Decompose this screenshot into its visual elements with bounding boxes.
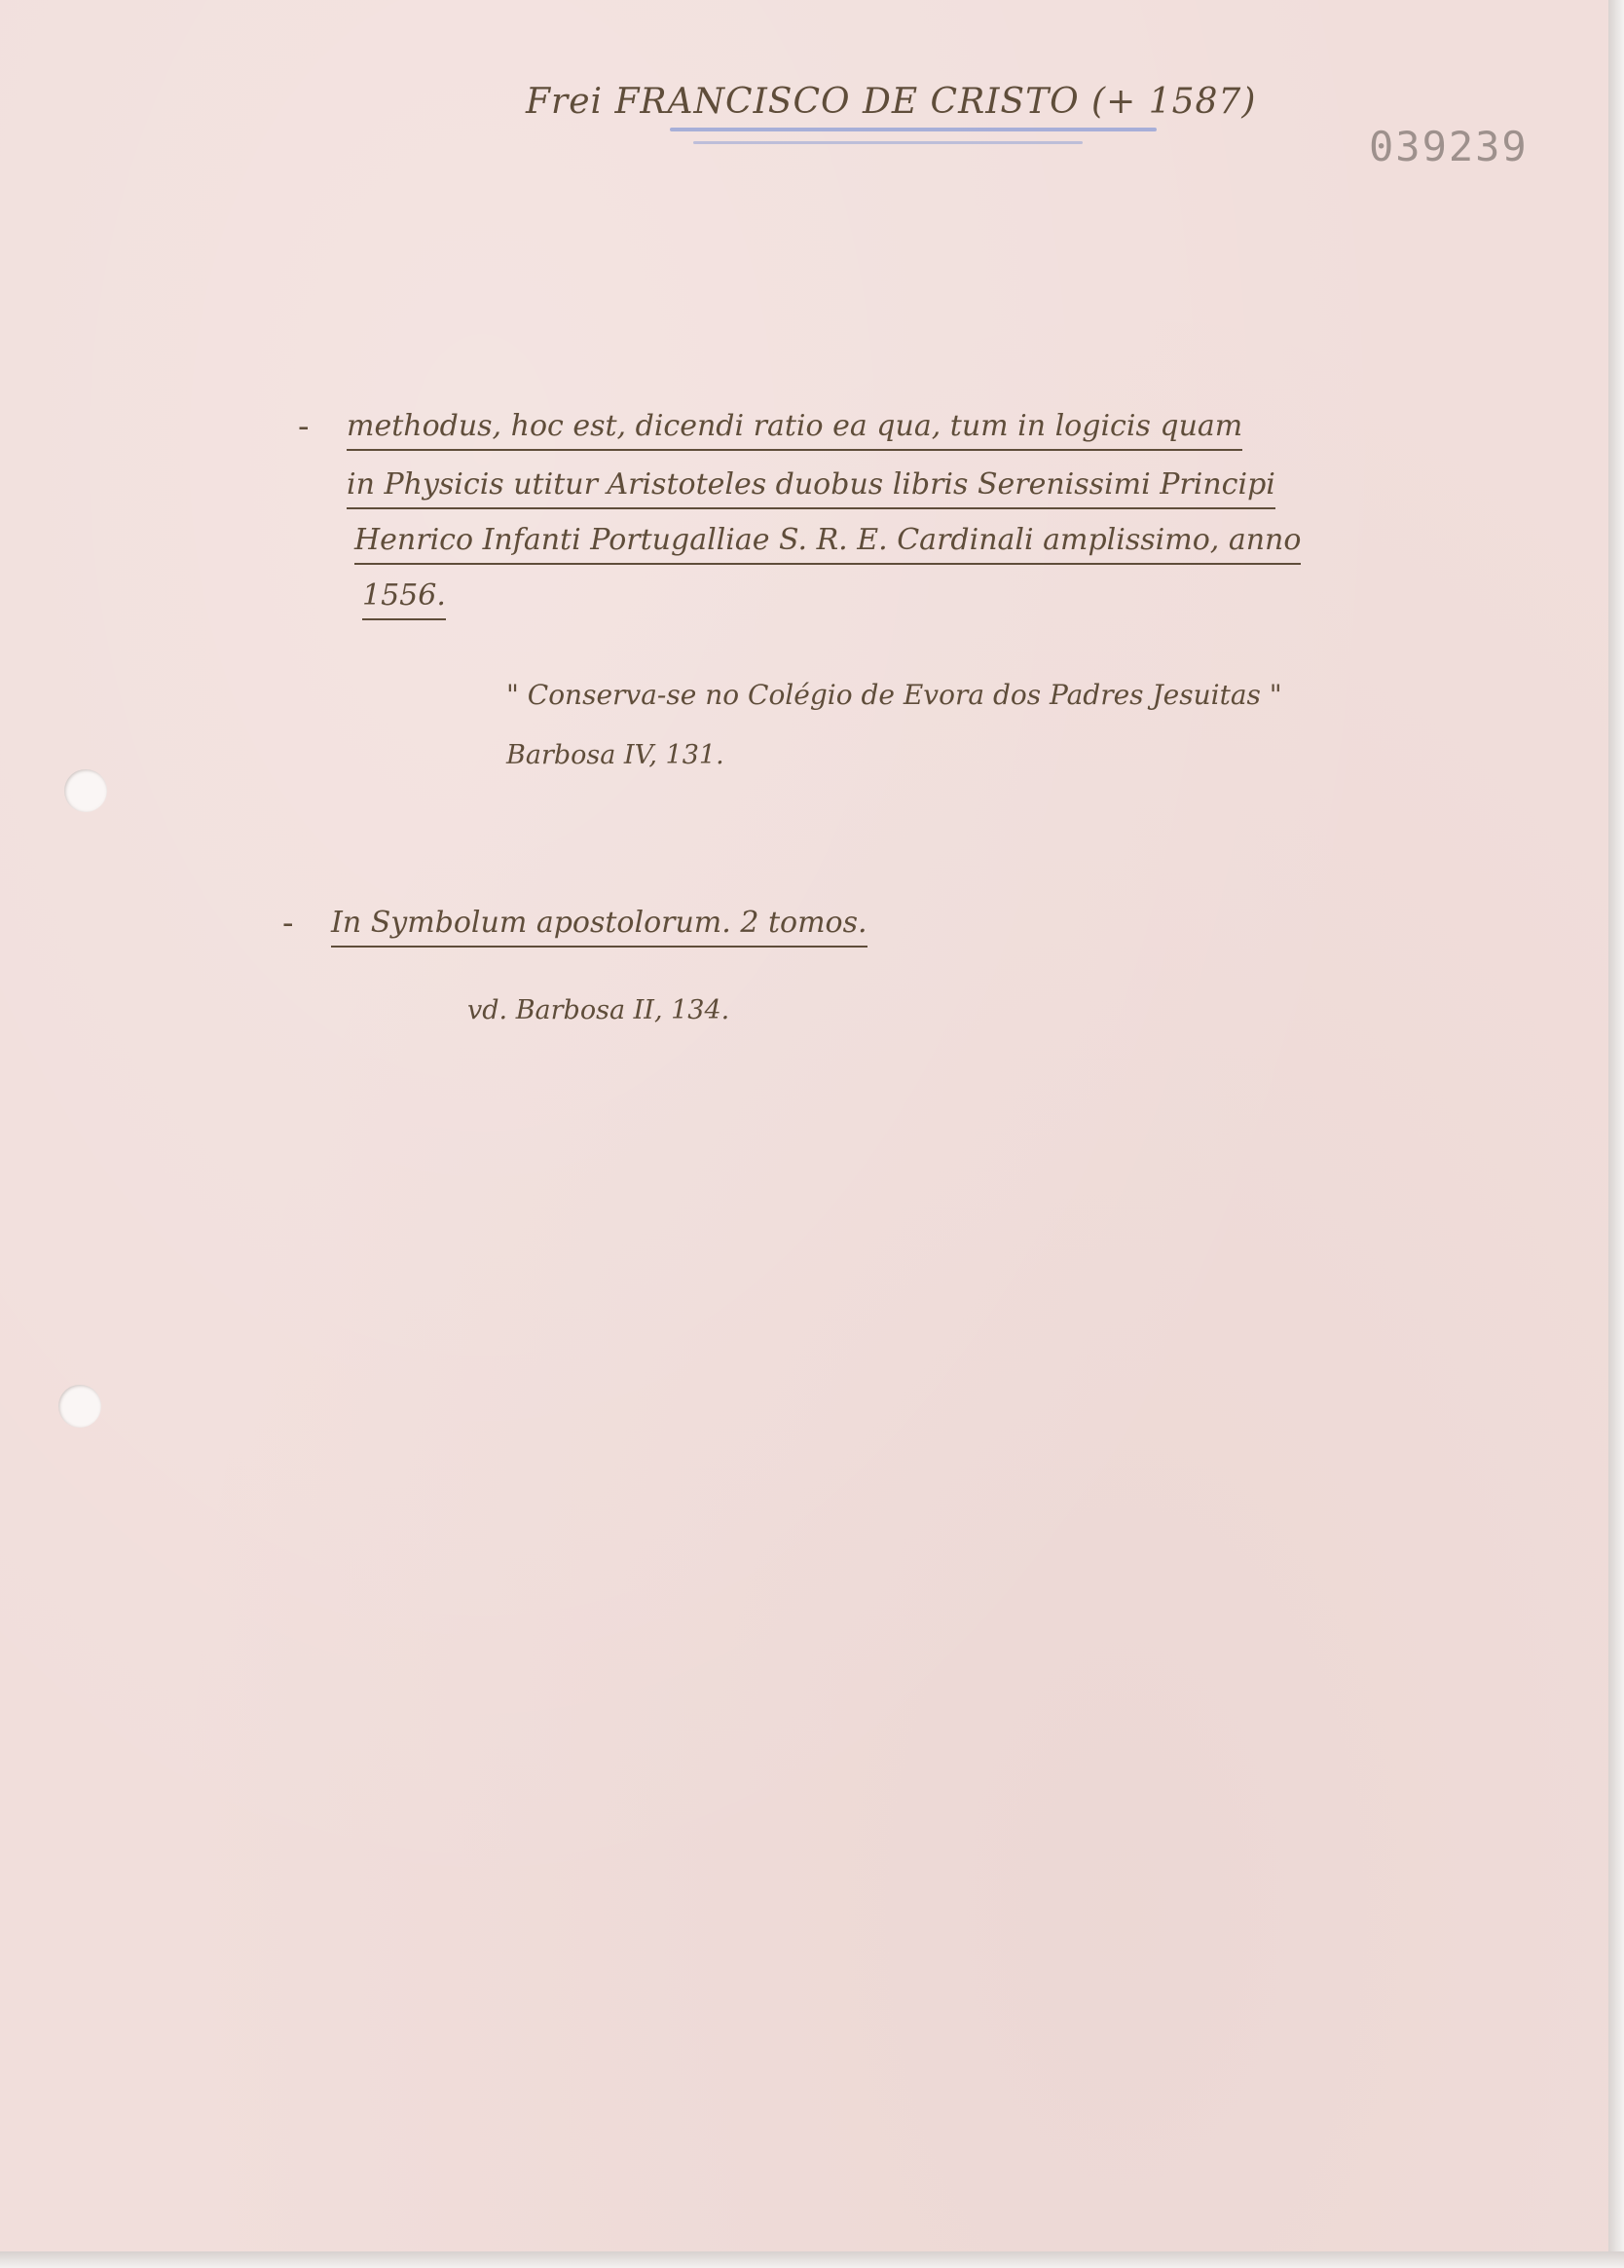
entry-1-reference: Barbosa IV, 131. [506,740,724,770]
entry-1-line-1: methodus, hoc est, dicendi ratio ea qua, tum in logicis quam [347,409,1242,443]
scan-edge-bottom [0,2251,1624,2268]
title-underline [670,128,1157,131]
title-underline-secondary [693,141,1083,144]
entry-2-reference: vd. Barbosa II, 134. [467,995,730,1025]
scan-edge-right [1608,0,1624,2268]
entry-1-line-2: in Physicis utitur Aristoteles duobus libris Serenissimi Principi [347,467,1275,502]
archive-stamp-number: 039239 [1369,123,1529,170]
entry-1-line-3: Henrico Infanti Portugalliae S. R. E. Cardinali amplissimo, anno [354,523,1301,557]
entry-2-dash: - [282,904,294,943]
page-title: Frei FRANCISCO DE CRISTO (+ 1587) [526,82,1257,122]
punch-hole-lower [58,1385,101,1428]
punch-hole-upper [64,769,107,812]
entry-2-line-1: In Symbolum apostolorum. 2 tomos. [331,906,867,940]
entry-1-dash: - [298,407,310,446]
entry-1-line-4: 1556. [362,578,446,613]
entry-1-quote: " Conserva-se no Colégio de Evora dos Padres Jesuitas " [506,679,1282,711]
